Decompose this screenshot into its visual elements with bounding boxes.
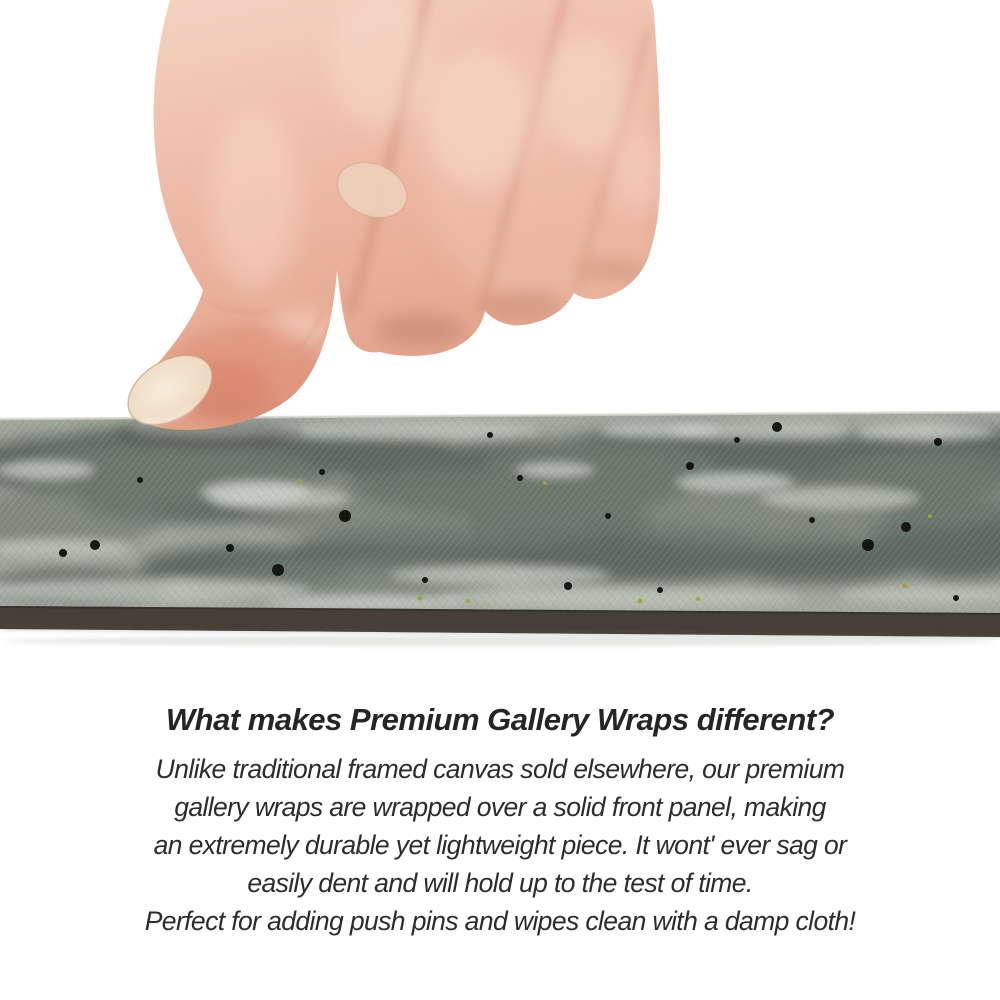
caption-line-4: easily dent and will hold up to the test of time. <box>247 868 753 898</box>
hand-graphic <box>116 0 700 439</box>
caption-heading: What makes Premium Gallery Wraps different? <box>165 702 835 737</box>
caption-line-1: Unlike traditional framed canvas sold elsewhere, our premium <box>155 754 845 784</box>
caption-line-5: Perfect for adding push pins and wipes clean with a damp cloth! <box>144 906 856 936</box>
caption-body <box>0 750 1000 940</box>
caption-line-2: gallery wraps are wrapped over a solid front panel, making <box>174 792 826 822</box>
caption-block <box>0 702 1000 940</box>
canvas-strip-graphic <box>0 405 1000 646</box>
caption-line-3: an extremely durable yet lightweight piece. It wont' ever sag or <box>153 830 847 860</box>
